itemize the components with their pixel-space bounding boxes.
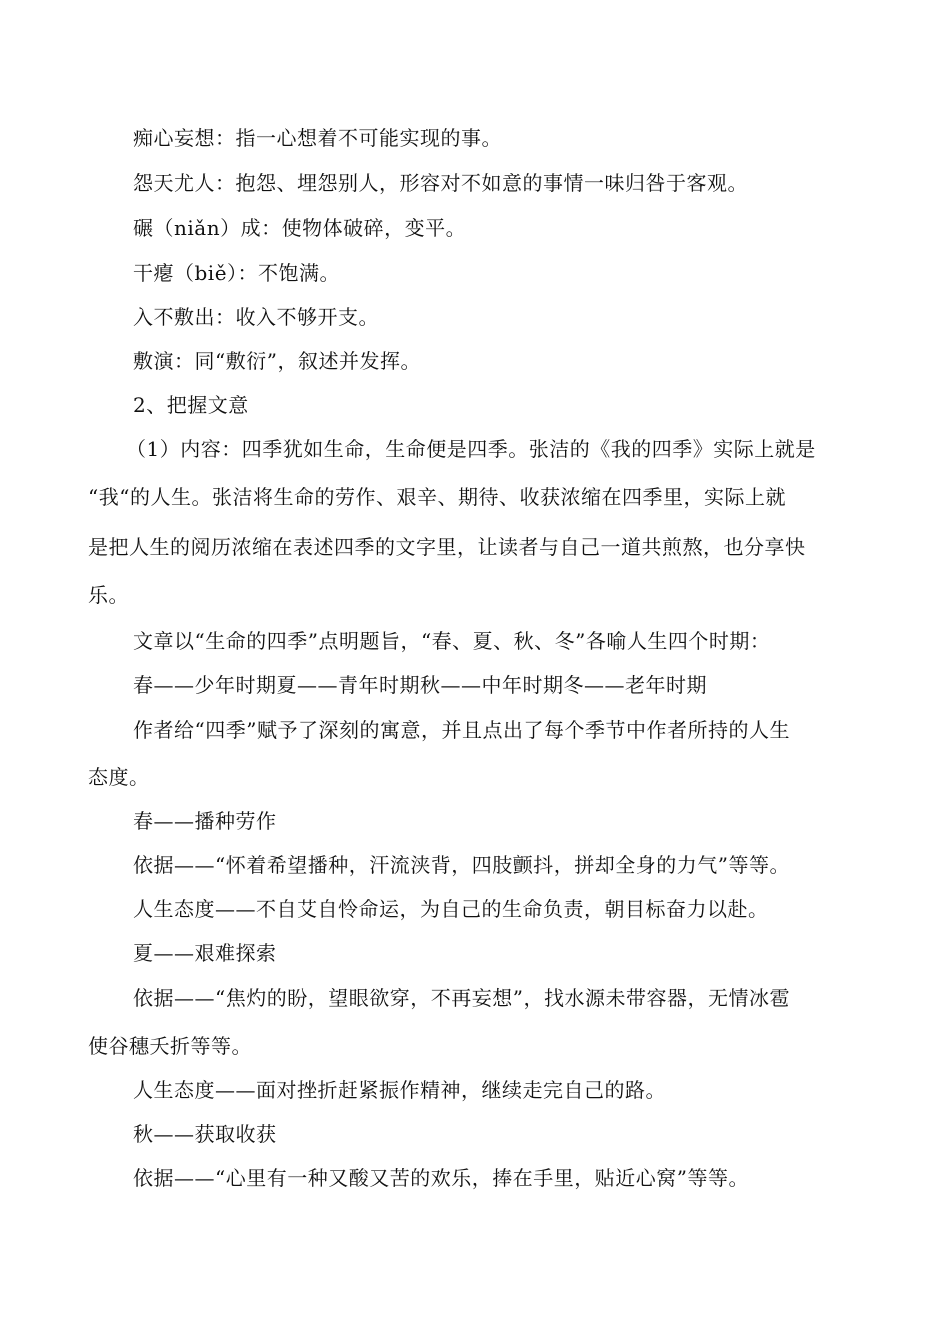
section-heading: 2、把握文意 <box>133 393 249 417</box>
text-line: 依据——“心里有一种又酸又苦的欢乐，捧在手里，贴近心窝”等等。 <box>133 1166 749 1190</box>
text-line: 春——少年时期夏——青年时期秋——中年时期冬——老年时期 <box>133 673 707 697</box>
text-line: 文章以“生命的四季”点明题旨，“春、夏、秋、冬”各喻人生四个时期： <box>133 629 771 653</box>
text-line: 春——播种劳作 <box>133 809 277 833</box>
text-line: 使谷穗夭折等等。 <box>88 1034 252 1058</box>
text-line: 依据——“怀着希望播种，汗流浃背，四肢颤抖，拼却全身的力气”等等。 <box>133 853 790 877</box>
text-line: 夏——艰难探索 <box>133 941 277 965</box>
text-line: “我“的人生。张洁将生命的劳作、艰辛、期待、收获浓缩在四季里，实际上就 <box>88 485 786 509</box>
text-line: 碾（niǎn）成：使物体破碎，变平。 <box>133 216 467 240</box>
text-line: 是把人生的阅历浓缩在表述四季的文字里，让读者与自己一道共煎熬，也分享快 <box>88 535 806 559</box>
text-line: 怨天尤人：抱怨、埋怨别人，形容对不如意的事情一味归咎于客观。 <box>133 171 748 195</box>
text-line: 干瘪（biě）：不饱满。 <box>133 261 341 285</box>
text-line: 人生态度——不自艾自怜命运，为自己的生命负责，朝目标奋力以赴。 <box>133 897 769 921</box>
text-line: 秋——获取收获 <box>133 1122 277 1146</box>
text-line: 人生态度——面对挫折赶紧振作精神，继续走完自己的路。 <box>133 1078 666 1102</box>
text-line: 痴心妄想：指一心想着不可能实现的事。 <box>133 126 502 150</box>
text-line: 敷演：同“敷衍”，叙述并发挥。 <box>133 349 421 373</box>
text-line: 态度。 <box>88 765 150 789</box>
text-line: 乐。 <box>88 583 129 607</box>
text-line: （1）内容：四季犹如生命，生命便是四季。张洁的《我的四季》实际上就是 <box>126 437 816 461</box>
text-line: 作者给“四季”赋予了深刻的寓意，并且点出了每个季节中作者所持的人生 <box>133 718 790 742</box>
text-line: 入不敷出：收入不够开支。 <box>133 305 379 329</box>
text-line: 依据——“焦灼的盼，望眼欲穿，不再妄想”，找水源未带容器，无情冰雹 <box>133 986 790 1010</box>
